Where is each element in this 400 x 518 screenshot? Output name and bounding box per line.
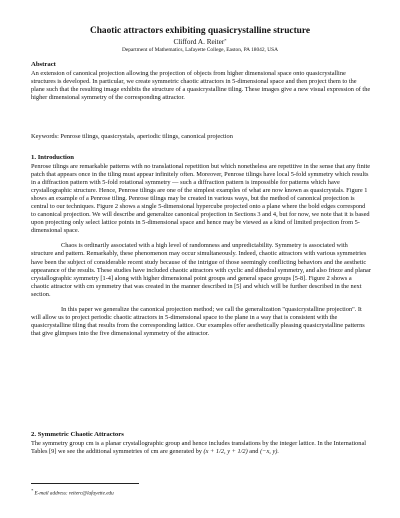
- section-heading-symmetric-attractors: 2. Symmetric Chaotic Attractors: [31, 431, 124, 438]
- abstract-text: An extension of canonical projection allowing the projection of objects from higher dimensional space onto quasicrystalline structures is developed. In particular, we create symmetric chaotic attractors in 5-dimensional space and then project them to the plane such that the resulting image exhibits the structure of a quasicrystalline tiling. These images give a new visual expression of the higher dimensional symmetry of the corresponding attractor.: [31, 69, 371, 101]
- affiliation: Department of Mathematics, Lafayette College, Easton, PA 18042, USA: [121, 46, 279, 53]
- intro-paragraph-2: Chaos is ordinarily associated with a high level of randomness and unpredictability. Symmetry is associated with structure and pattern. Remarkably, these phenomenon may occur simultaneously. Indeed, chaotic attractors with various symmetries have been the subject of considerable recent study because of the intrigue of those seemingly conflicting behaviors and the aesthetic appearance of the results. These studies have included chaotic attractors with cyclic and dihedral symmetry, and also frieze and planar crystallographic symmetry [1-4] along with higher dimensional point groups and general space groups [5-8]. Figure 2 shows a chaotic attractor with cm symmetry that was created in the manner described in [5] and which will be further described in the next section.: [31, 242, 371, 298]
- author-footnote-mark: *: [224, 38, 227, 43]
- math-expression-1: (x + 1/2, y + 1/2): [203, 447, 248, 455]
- symmetric-text: The symmetry group cm is a planar crystallographic group and hence includes translations by the integer lattice. In the International Tables [9] we see the additional symmetries of cm are generated by: [31, 439, 367, 455]
- section-heading-introduction: 1. Introduction: [31, 154, 74, 161]
- footnote-text: E-mail address: reiterc@lafayette.edu: [34, 490, 114, 497]
- footnote-mark: *: [31, 487, 34, 493]
- author-name: Clifford A. Reiter: [173, 38, 225, 46]
- and-word: and: [249, 447, 259, 455]
- symmetric-section-body: [31, 440, 371, 456]
- math-expression-2: (−x, y).: [260, 447, 279, 455]
- intro-paragraph-1: Penrose tilings are remarkable patterns with no translational repetition but which nonetheless are repetitive in the sense that any finite patch that appears once in the tiling must appear infinitely often. Moreover, Penrose tilings have local 5-fold symmetry which results in a diffraction pattern with 5-fold rotational symmetry — such a diffraction pattern is impossible for patterns which have crystallographic structure. Hence, Penrose tilings are one of the simplest examples of what are now known as quasicrystals. Figure 1 shows an example of a Penrose tiling. Penrose tilings may be created in various ways, but the method of canonical projection is central to our techniques. Figure 2 shows a single 5-dimensional hypercube projected onto a plane where the bold edges correspond to canonical projection. We will describe and generalize canonical projection in Sections 3 and 4, but for now, we note that it is based upon projecting only select lattice points in 5-dimensional space and hence may be viewed as a kind of limited projection from 5-dimensional space.: [31, 162, 371, 235]
- keywords: Keywords: Penrose tilings, quasicrystals, aperiodic tilings, canonical projection: [31, 133, 233, 140]
- footnote: [31, 487, 331, 498]
- footnote-rule: [31, 483, 139, 484]
- abstract-heading: Abstract: [31, 61, 56, 68]
- introduction-body: [31, 163, 371, 339]
- intro-paragraph-3: In this paper we generalize the canonical projection method; we call the generalization "quasicrystalline projection". It will allow us to project periodic chaotic attractors in 5-dimensional space to the plane in a way that is consistent with the quasicrystalline tiling that results from the corresponding lattice. Our examples offer aesthetically pleasing quasicrystalline patterns that give glimpses into the five dimensional symmetry of the attractor.: [31, 306, 365, 338]
- paper-title: Chaotic attractors exhibiting quasicrystalline structure: [89, 26, 311, 36]
